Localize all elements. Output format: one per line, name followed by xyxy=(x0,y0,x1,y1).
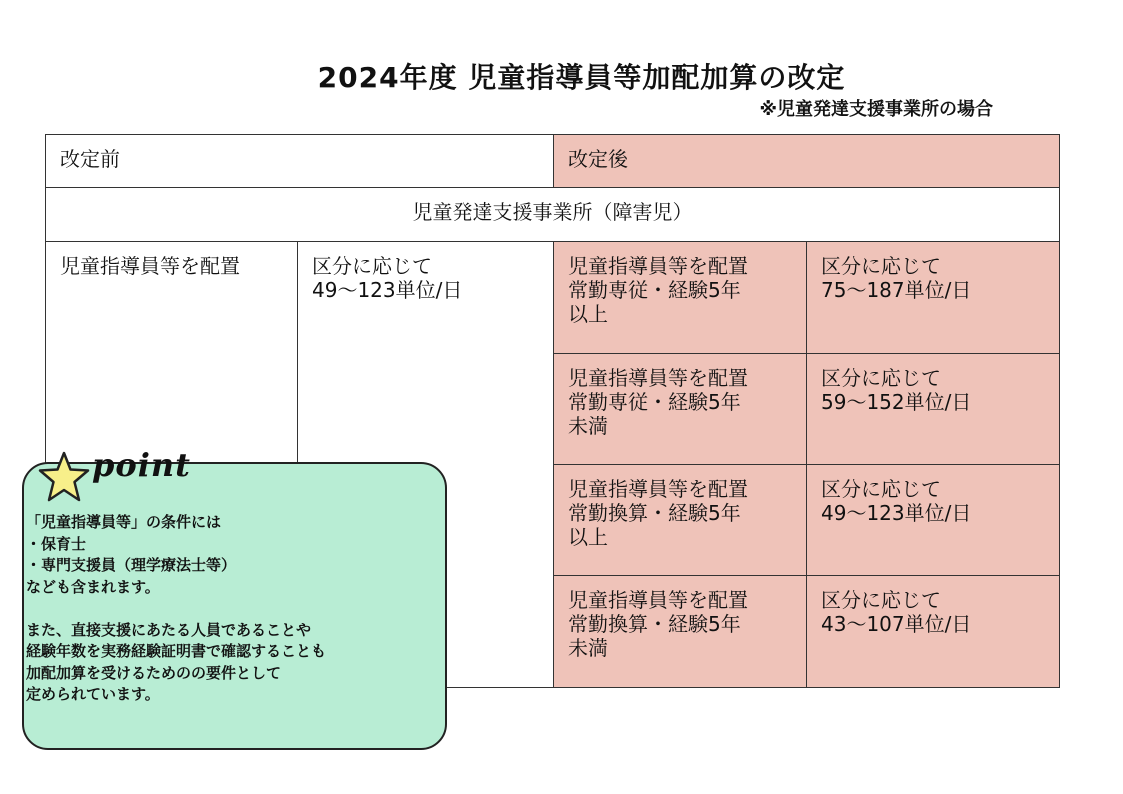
star-icon xyxy=(36,450,92,506)
before-units: 区分に応じて 49〜123単位/日 xyxy=(298,242,554,687)
after-role-4: 児童指導員等を配置 常勤換算・経験5年 未満 xyxy=(554,576,807,687)
after-role-2: 児童指導員等を配置 常勤専従・経験5年 未満 xyxy=(554,354,807,465)
page-title: 2024年度 児童指導員等加配加算の改定 xyxy=(317,61,846,94)
section-title: 児童発達支援事業所（障害児） xyxy=(46,188,1059,242)
after-units-2: 区分に応じて 59〜152単位/日 xyxy=(807,354,1059,465)
after-units-4: 区分に応じて 43〜107単位/日 xyxy=(807,576,1059,687)
after-role-3: 児童指導員等を配置 常勤換算・経験5年 以上 xyxy=(554,465,807,576)
header-after: 改定後 xyxy=(554,135,1059,188)
after-units-1: 区分に応じて 75〜187単位/日 xyxy=(807,242,1059,354)
after-units-3: 区分に応じて 49〜123単位/日 xyxy=(807,465,1059,576)
header-before: 改定前 xyxy=(46,135,554,188)
page-subtitle: ※児童発達支援事業所の場合 xyxy=(759,99,993,120)
before-role: 児童指導員等を配置 xyxy=(46,242,298,687)
after-role-1: 児童指導員等を配置 常勤専従・経験5年 以上 xyxy=(554,242,807,354)
point-body: 「児童指導員等」の条件には ・保育士 ・専門支援員（理学療法士等） なども含まれます。 また、直接支援にあたる人員であることや 経験年数を実務経験証明書で確認することも 加配加算を受けるためのの要件として 定められています。 xyxy=(26,513,327,703)
point-heading: point xyxy=(92,446,191,484)
